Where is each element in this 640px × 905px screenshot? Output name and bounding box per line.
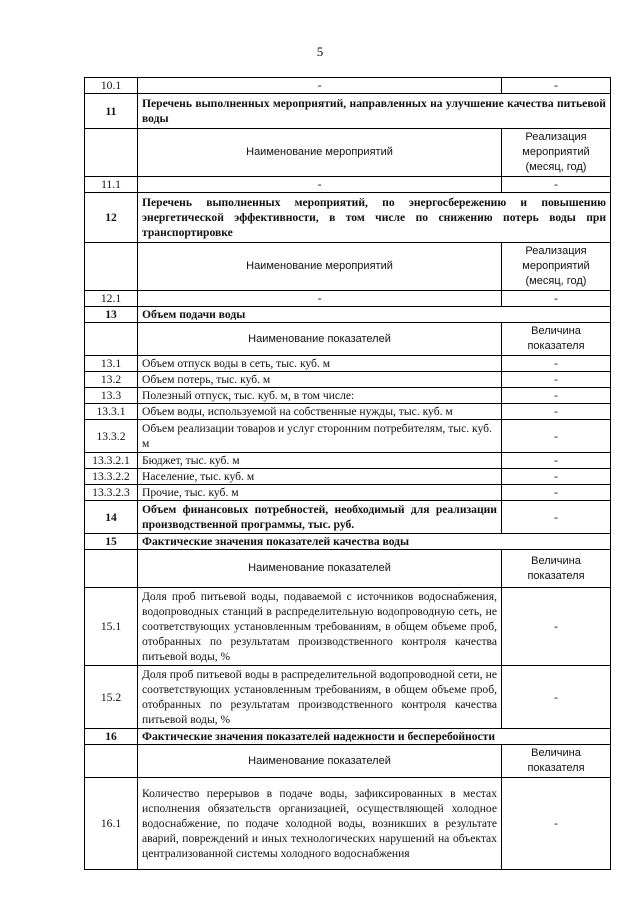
table-row [85,666,611,729]
row-name: Население, тыс. куб. м [138,469,502,485]
row-name: Полезный отпуск, тыс. куб. м, в том числе: [138,388,502,404]
row-value: - [502,372,611,388]
header-name: Наименование показателей [138,745,502,778]
section-number: 13 [85,307,138,323]
table-row [85,485,611,501]
program-table-body [85,78,611,870]
row-number: 16.1 [85,778,138,870]
row-name: Объем воды, используемой на собственные нужды, тыс. куб. м [138,404,502,420]
table-row [85,420,611,453]
header-name: Наименование показателей [138,323,502,356]
row-name: - [138,78,502,94]
table-row [85,469,611,485]
table-row [85,291,611,307]
row-name: Объем отпуск воды в сеть, тыс. куб. м [138,356,502,372]
header-name: Наименование показателей [138,550,502,588]
header-row [85,323,611,356]
header-value: Реализация мероприятий (месяц, год) [502,243,611,291]
row-number: 10.1 [85,78,138,94]
row-name: Объем потерь, тыс. куб. м [138,372,502,388]
section-number: 15 [85,534,138,550]
row-name: Объем финансовых потребностей, необходимый для реализации производственной программы, тыс. руб. [138,501,502,534]
table-row [85,177,611,193]
row-value: - [502,501,611,534]
table-row [85,778,611,870]
row-name: Прочие, тыс. куб. м [138,485,502,501]
row-name: - [138,291,502,307]
row-value: - [502,78,611,94]
table-row [85,453,611,469]
row-number: 13.2 [85,372,138,388]
row-value: - [502,778,611,870]
row-number: 13.3.2.3 [85,485,138,501]
table-row [85,388,611,404]
row-name: Количество перерывов в подаче воды, зафиксированных в местах исполнения обязательств организацией, осуществляющей холодное водоснабжение, по подаче холодной воды, возникших в результате аварий, повреждений и иных технологических нарушений на объектах централизованной системы холодного водоснабжения [138,778,502,870]
row-value: - [502,177,611,193]
section-title: Объем подачи воды [138,307,611,323]
table-row [85,501,611,534]
section-title: Перечень выполненных мероприятий, по энергосбережению и повышению энергетической эффективности, в том числе по снижению потерь воды при транспортировке [138,193,611,243]
row-value: - [502,588,611,666]
section-row [85,729,611,745]
empty-cell [85,550,138,588]
section-number: 12 [85,193,138,243]
row-value: - [502,291,611,307]
table-row [85,588,611,666]
section-row [85,193,611,243]
header-value: Величина показателя [502,550,611,588]
row-number: 13.3.2.2 [85,469,138,485]
section-title: Перечень выполненных мероприятий, направленных на улучшение качества питьевой воды [138,94,611,129]
empty-cell [85,129,138,177]
row-number: 11.1 [85,177,138,193]
row-value: - [502,356,611,372]
header-row [85,129,611,177]
row-number: 13.3.1 [85,404,138,420]
empty-cell [85,745,138,778]
program-table [84,77,611,870]
header-row [85,243,611,291]
table-row [85,372,611,388]
row-number: 13.3.2.1 [85,453,138,469]
header-value: Величина показателя [502,745,611,778]
row-name: Доля проб питьевой воды в распределительной водопроводной сети, не соответствующих установленным требованиям, в общем объеме проб, отобранных по результатам производственного контроля качества питьевой воды, % [138,666,502,729]
header-name: Наименование мероприятий [138,129,502,177]
header-value: Реализация мероприятий (месяц, год) [502,129,611,177]
row-name: Бюджет, тыс. куб. м [138,453,502,469]
row-number: 13.3.2 [85,420,138,453]
table-row [85,78,611,94]
row-name: - [138,177,502,193]
header-row [85,745,611,778]
empty-cell [85,323,138,356]
row-name: Объем реализации товаров и услуг сторонним потребителям, тыс. куб. м [138,420,502,453]
header-row [85,550,611,588]
section-number: 16 [85,729,138,745]
table-row [85,404,611,420]
section-row [85,94,611,129]
row-value: - [502,388,611,404]
row-number: 15.2 [85,666,138,729]
row-value: - [502,420,611,453]
section-title: Фактические значения показателей надежности и бесперебойности [138,729,611,745]
row-number: 12.1 [85,291,138,307]
section-row [85,307,611,323]
row-value: - [502,453,611,469]
header-value: Величина показателя [502,323,611,356]
table-row [85,356,611,372]
row-number: 13.3 [85,388,138,404]
row-number: 13.1 [85,356,138,372]
empty-cell [85,243,138,291]
row-value: - [502,404,611,420]
section-title: Фактические значения показателей качества воды [138,534,611,550]
row-number: 14 [85,501,138,534]
section-row [85,534,611,550]
row-name: Доля проб питьевой воды, подаваемой с источников водоснабжения, водопроводных станций в распределительную водопроводную сеть, не соответствующих установленным требованиям, в общем объеме проб, отобранных по результатам производственного контроля качества питьевой воды, % [138,588,502,666]
row-value: - [502,485,611,501]
section-number: 11 [85,94,138,129]
header-name: Наименование мероприятий [138,243,502,291]
row-number: 15.1 [85,588,138,666]
page-number: 5 [316,44,324,59]
row-value: - [502,469,611,485]
row-value: - [502,666,611,729]
